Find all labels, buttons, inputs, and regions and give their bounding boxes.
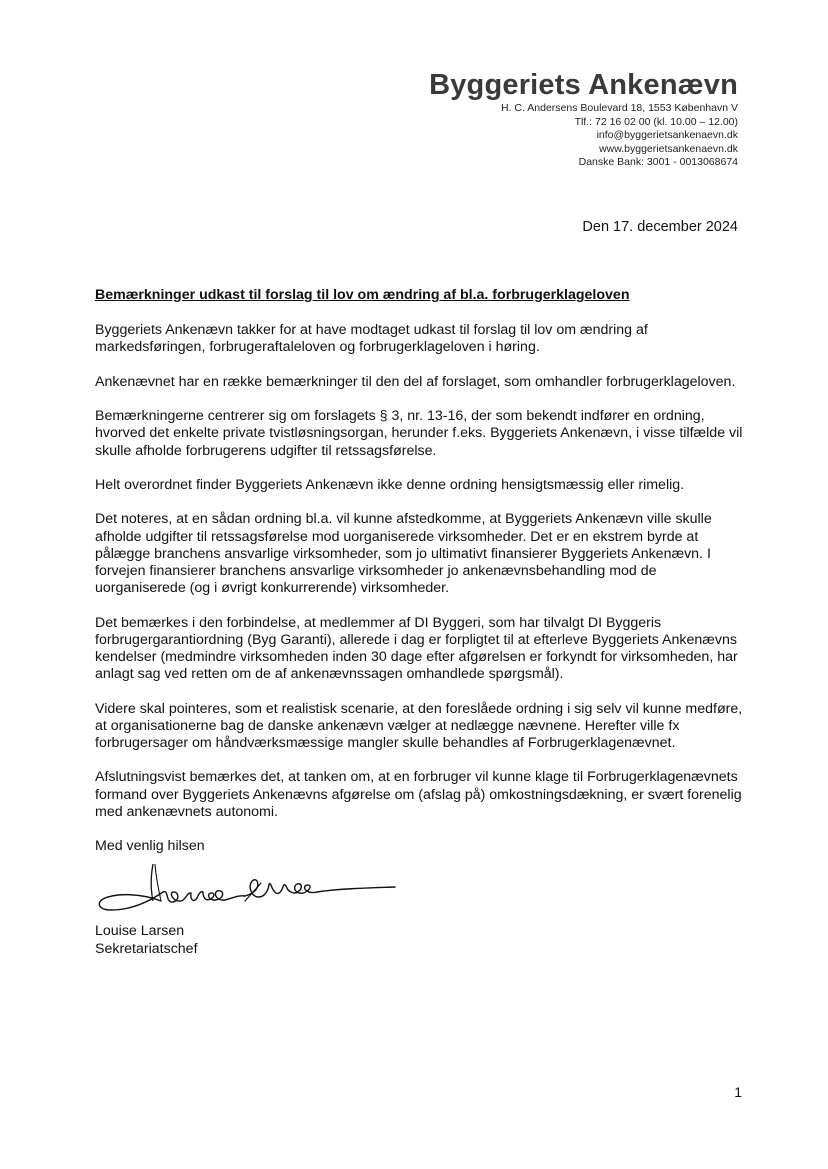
- paragraph-7: Videre skal pointeres, som et realistisk scenarie, at den foreslåede ordning i sig selv vil kunne medføre, at organisationerne bag de danske ankenævn vælger at nedlægge nævnene. Herefter ville fx forbrugersager om håndværksmæssige mangler skulle behandles af Forbrugerklagenævnet.: [95, 700, 743, 751]
- letter-body: [95, 287, 745, 958]
- page-number: 1: [734, 1084, 742, 1100]
- phone-line: Tlf.: 72 16 02 00 (kl. 10.00 – 12.00): [574, 115, 738, 128]
- letter-date: Den 17. december 2024: [582, 219, 738, 235]
- letterhead: [429, 68, 738, 170]
- signer-name: Louise Larsen: [95, 923, 185, 940]
- paragraph-1: Byggeriets Ankenævn takker for at have modtaget udkast til forslag til lov om ændring af markedsføringen, forbrugeraftaleloven og forbrugerklageloven i høring.: [95, 322, 648, 356]
- bank-line: Danske Bank: 3001 - 0013068674: [578, 156, 738, 169]
- website-line: www.byggerietsankenaevn.dk: [599, 142, 738, 155]
- paragraph-4: Helt overordnet finder Byggeriets Ankenævn ikke denne ordning hensigtsmæssig eller rimelig.: [95, 476, 685, 493]
- closing-greeting: Med venlig hilsen: [95, 838, 205, 855]
- paragraph-5: Det noteres, at en sådan ordning bl.a. vil kunne afstedkomme, at Byggeriets Ankenævn ville skulle afholde udgifter til retssagsførelse mod uorganiserede virksomheder. Det er en ekstrem byrde at pålægge branchens ansvarlige virksomheder, som jo ultimativt finansierer Byggeriets Ankenævn. I forvejen finansierer branchens ansvarlige virksomheder jo ankenævnsbehandling mod de uorganiserede (og i øvrigt konkurrerende) virksomheder.: [95, 511, 712, 597]
- letter-subject: Bemærkninger udkast til forslag til lov om ændring af bl.a. forbrugerklageloven: [95, 287, 630, 303]
- address-line: H. C. Andersens Boulevard 18, 1553 København V: [501, 102, 738, 114]
- organization-name: Byggeriets Ankenævn: [429, 69, 738, 101]
- signer-title: Sekretariatschef: [95, 940, 198, 957]
- paragraph-8: Afslutningsvist bemærkes det, at tanken om, at en forbruger vil kunne klage til Forbrugerklagenævnets formand over Byggeriets Ankenævns afgørelse om (afslag på) omkostningsdækning, er svært forenelig med ankenævnets autonomi.: [95, 769, 742, 820]
- paragraph-2: Ankenævnet har en række bemærkninger til den del af forslaget, som omhandler forbrugerklageloven.: [95, 373, 736, 390]
- paragraph-6: Det bemærkes i den forbindelse, at medlemmer af DI Byggeri, som har tilvalgt DI Byggeris forbrugergarantiordning (Byg Garanti), allerede i dag er forpligtet til at efterleve Byggeriets Ankenævns kendelser (medmindre virksomheden inden 30 dage efter afgørelsen er forkyndt for virksomheden, har anlagt sag ved retten om de af ankenævnssagen omhandlede spørgsmål).: [95, 614, 738, 683]
- handwritten-signature: [95, 861, 405, 921]
- paragraph-3: Bemærkningerne centrerer sig om forslagets § 3, nr. 13-16, der som bekendt indfører en ordning, hvorved det enkelte private tvistløsningsorgan, herunder f.eks. Byggeriets Ankenævn, i visse tilfælde vil skulle afholde forbrugerens udgifter til retssagsførelse.: [95, 408, 743, 459]
- email-line: info@byggerietsankenaevn.dk: [596, 129, 738, 142]
